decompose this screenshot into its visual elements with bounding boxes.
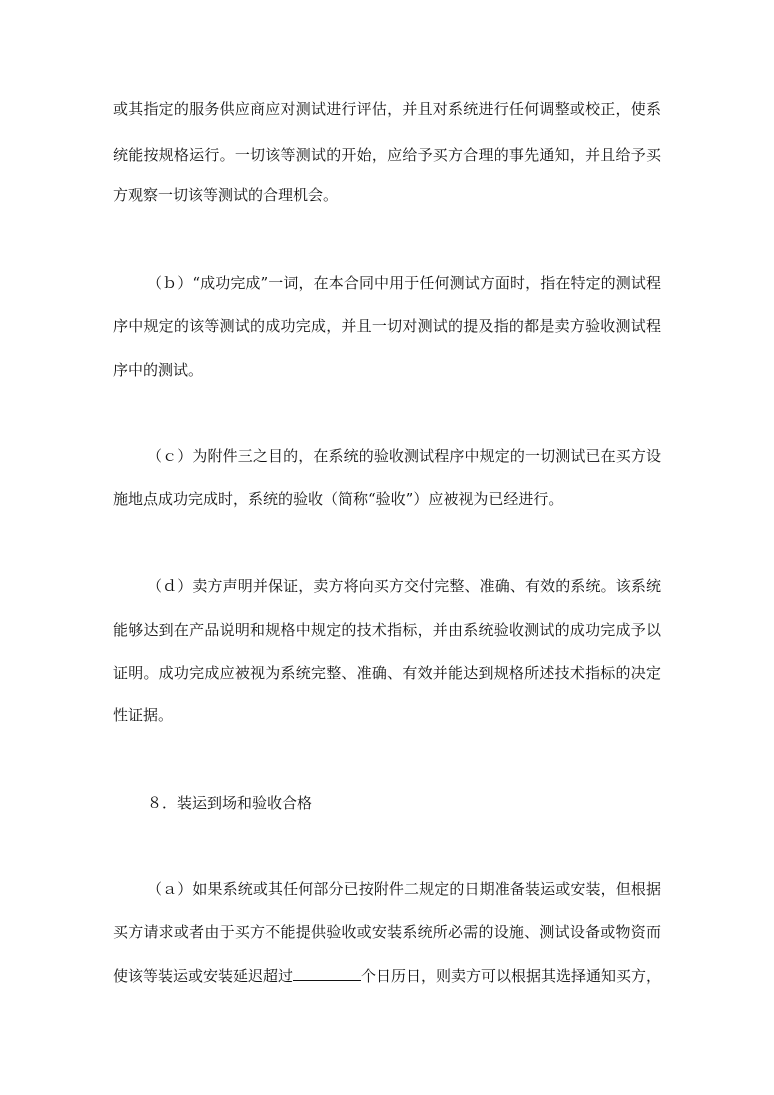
- clause-b-line: 序中规定的该等测试的成功完成，并且一切对测试的提及指的都是卖方验收测试程: [113, 317, 661, 335]
- clause-a-line: [113, 966, 661, 986]
- text-segment: 使该等装运或安装延迟超过: [113, 967, 294, 985]
- clause-d-line: 证明。成功完成应被视为系统完整、准确、有效并能达到规格所述技术指标的决定: [113, 664, 661, 682]
- text-segment: 个日历日，则卖方可以根据其选择通知买方，: [361, 967, 662, 985]
- clause-c-line: 施地点成功完成时，系统的验收（简称“验收”）应被视为已经进行。: [113, 490, 564, 508]
- clause-b-line: 序中的测试。: [113, 361, 204, 379]
- fill-in-blank: [293, 966, 361, 981]
- clause-a-line: 买方请求或者由于买方不能提供验收或安装系统所必需的设施、测试设备或物资而: [113, 923, 661, 941]
- paragraph-line: 或其指定的服务供应商应对测试进行评估，并且对系统进行任何调整或校正，使系: [113, 100, 661, 118]
- clause-c-line: （ｃ）为附件三之目的，在系统的验收测试程序中规定的一切测试已在买方设: [147, 447, 661, 465]
- clause-d-line: 性证据。: [113, 706, 174, 724]
- section-heading: ８．装运到场和验收合格: [147, 794, 313, 812]
- clause-d-line: （ｄ）卖方声明并保证，卖方将向买方交付完整、准确、有效的系统。该系统: [147, 577, 661, 595]
- paragraph-line: 统能按规格运行。一切该等测试的开始，应给予买方合理的事先通知，并且给予买: [113, 146, 661, 164]
- clause-b-line: （ｂ）“成功完成”一词，在本合同中用于任何测试方面时，指在特定的测试程: [147, 274, 661, 292]
- clause-a-line: （ａ）如果系统或其任何部分已按附件二规定的日期准备装运或安装，但根据: [147, 880, 661, 898]
- clause-d-line: 能够达到在产品说明和规格中规定的技术指标，并由系统验收测试的成功完成予以: [113, 621, 661, 639]
- paragraph-line: 方观察一切该等测试的合理机会。: [113, 186, 339, 204]
